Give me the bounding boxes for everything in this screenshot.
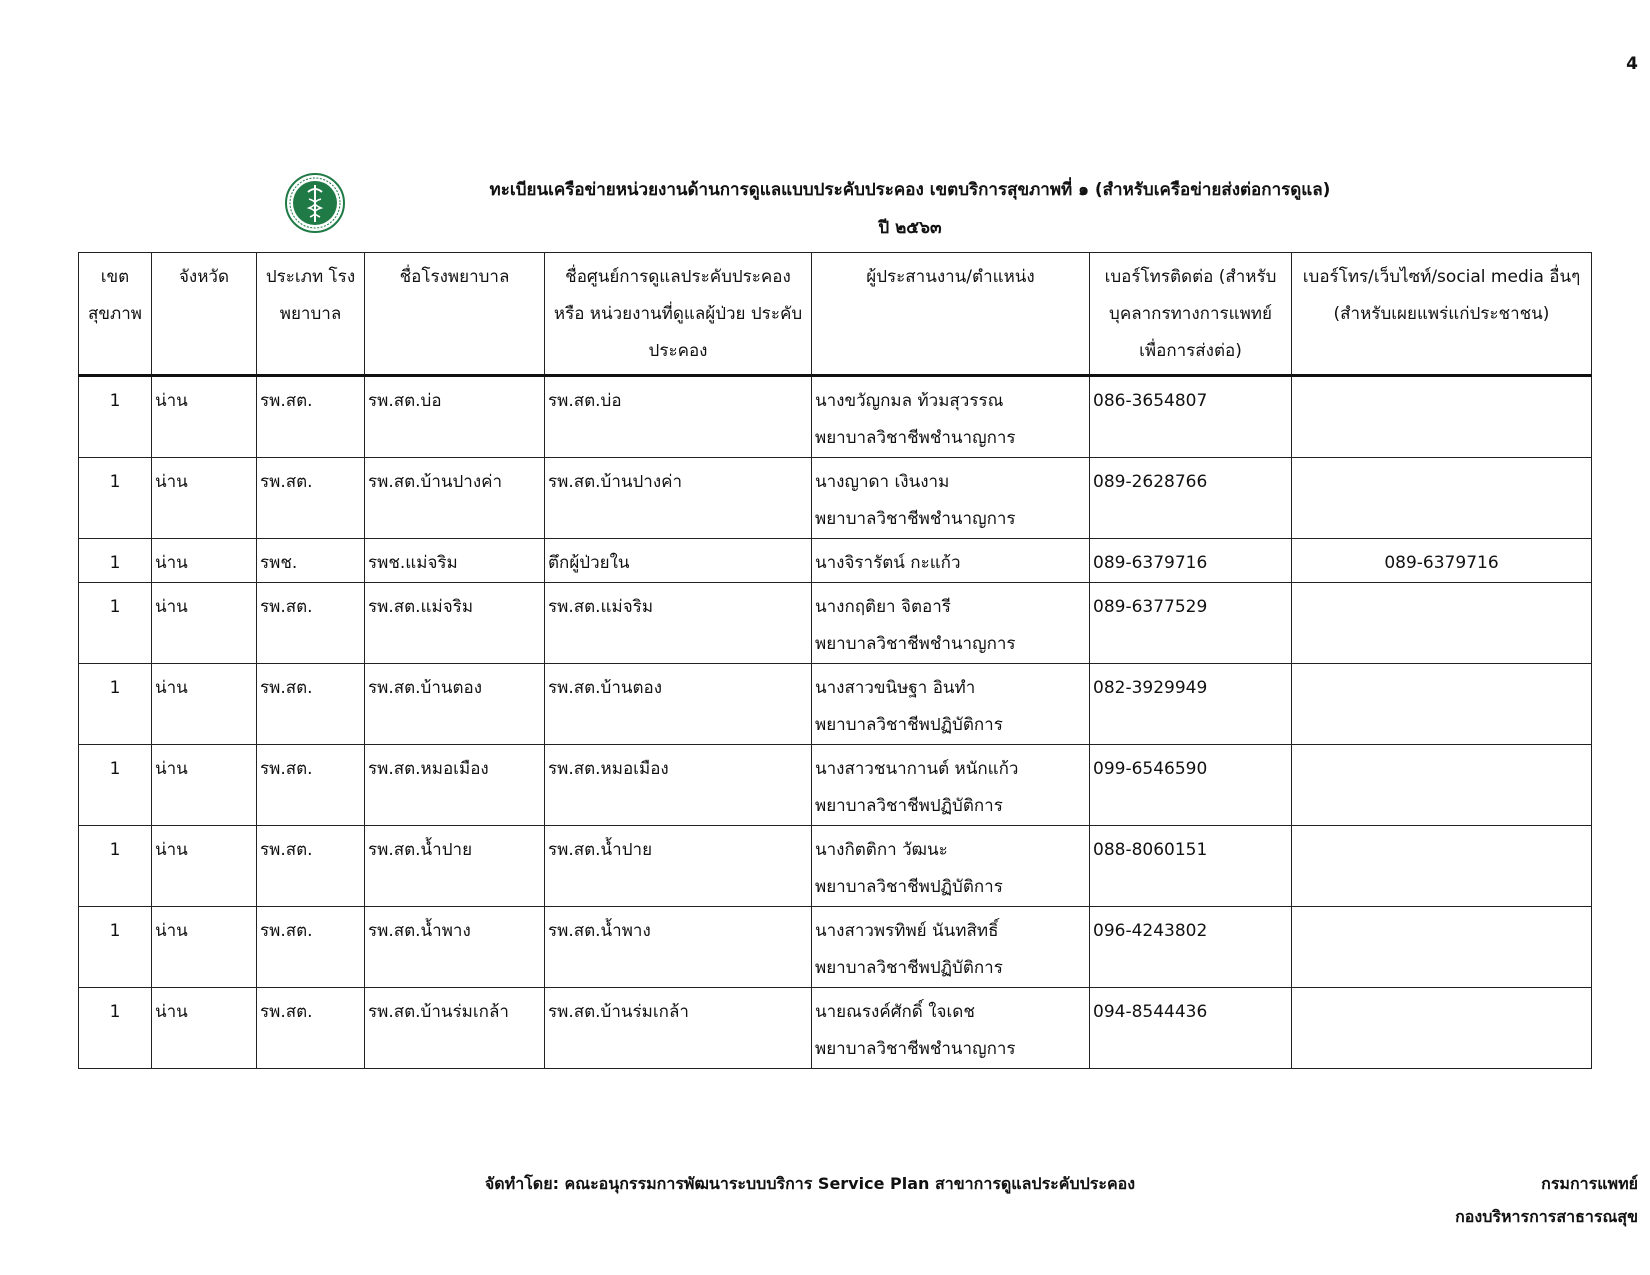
cell-coordinator <box>812 583 1090 664</box>
cell-hospital-type: รพ.สต. <box>257 583 365 664</box>
table-row <box>79 988 1592 1069</box>
cell-public-contact: 089-6379716 <box>1292 539 1592 583</box>
header-care-center: ชื่อศูนย์การดูแลประคับประคอง หรือ หน่วยงานที่ดูแลผู้ป่วย ประคับประคอง <box>545 253 812 376</box>
cell-province: น่าน <box>152 458 257 539</box>
cell-province: น่าน <box>152 376 257 458</box>
cell-coordinator <box>812 745 1090 826</box>
cell-hospital-type: รพ.สต. <box>257 376 365 458</box>
coordinator-position: พยาบาลวิชาชีพปฏิบัติการ <box>815 796 1003 816</box>
table-row <box>79 745 1592 826</box>
cell-public-contact <box>1292 988 1592 1069</box>
cell-coordinator <box>812 539 1090 583</box>
cell-referral-phone: 082-3929949 <box>1090 664 1292 745</box>
cell-public-contact <box>1292 826 1592 907</box>
cell-hospital-type: รพช. <box>257 539 365 583</box>
cell-hospital-name: รพ.สต.น้ำพาง <box>365 907 545 988</box>
page-number: 4 <box>1626 54 1638 74</box>
coordinator-name: นางสาวขนิษฐา อินทำ <box>815 678 976 698</box>
cell-hospital-name: รพ.สต.บ้านตอง <box>365 664 545 745</box>
coordinator-name: นางสาวพรทิพย์ นันทสิทธิ์ <box>815 921 999 941</box>
cell-province: น่าน <box>152 664 257 745</box>
cell-region: 1 <box>79 826 152 907</box>
coordinator-position: พยาบาลวิชาชีพปฏิบัติการ <box>815 958 1003 978</box>
cell-hospital-type: รพ.สต. <box>257 826 365 907</box>
document-year: ปี ๒๕๖๓ <box>878 218 942 238</box>
cell-hospital-name: รพ.สต.น้ำปาย <box>365 826 545 907</box>
cell-referral-phone: 088-8060151 <box>1090 826 1292 907</box>
cell-coordinator <box>812 988 1090 1069</box>
coordinator-name: นางญาดา เงินงาม <box>815 472 950 492</box>
cell-hospital-type: รพ.สต. <box>257 458 365 539</box>
cell-coordinator <box>812 826 1090 907</box>
table-row <box>79 907 1592 988</box>
coordinator-position: พยาบาลวิชาชีพชำนาญการ <box>815 509 1016 529</box>
cell-hospital-name: รพ.สต.แม่จริม <box>365 583 545 664</box>
cell-referral-phone: 094-8544436 <box>1090 988 1292 1069</box>
cell-coordinator <box>812 376 1090 458</box>
cell-coordinator <box>812 907 1090 988</box>
table-row <box>79 826 1592 907</box>
cell-region: 1 <box>79 458 152 539</box>
table-row <box>79 376 1592 458</box>
cell-coordinator <box>812 458 1090 539</box>
cell-region: 1 <box>79 907 152 988</box>
cell-public-contact <box>1292 376 1592 458</box>
cell-care-center: รพ.สต.บ้านตอง <box>545 664 812 745</box>
cell-care-center: รพ.สต.บ้านร่มเกล้า <box>545 988 812 1069</box>
cell-public-contact <box>1292 745 1592 826</box>
coordinator-name: นางกิตติกา วัฒนะ <box>815 840 948 860</box>
cell-hospital-type: รพ.สต. <box>257 988 365 1069</box>
cell-hospital-type: รพ.สต. <box>257 907 365 988</box>
cell-region: 1 <box>79 376 152 458</box>
cell-public-contact <box>1292 583 1592 664</box>
table-header-row <box>79 253 1592 376</box>
header-referral-phone: เบอร์โทรติดต่อ (สำหรับ บุคลากรทางการแพทย์ เพื่อการส่งต่อ) <box>1090 253 1292 376</box>
table-row <box>79 458 1592 539</box>
coordinator-position: พยาบาลวิชาชีพชำนาญการ <box>815 1039 1016 1059</box>
ministry-seal-icon <box>280 172 350 234</box>
cell-province: น่าน <box>152 583 257 664</box>
cell-public-contact <box>1292 664 1592 745</box>
cell-care-center: รพ.สต.น้ำพาง <box>545 907 812 988</box>
cell-province: น่าน <box>152 745 257 826</box>
coordinator-position: พยาบาลวิชาชีพชำนาญการ <box>815 634 1016 654</box>
cell-hospital-name: รพ.สต.บ้านปางค่า <box>365 458 545 539</box>
document-title: ทะเบียนเครือข่ายหน่วยงานด้านการดูแลแบบประคับประคอง เขตบริการสุขภาพที่ ๑ (สำหรับเครือข่ายส่งต่อการดูแล) <box>489 180 1331 200</box>
header-region: เขต สุขภาพ <box>79 253 152 376</box>
cell-hospital-name: รพช.แม่จริม <box>365 539 545 583</box>
cell-care-center: รพ.สต.น้ำปาย <box>545 826 812 907</box>
cell-province: น่าน <box>152 826 257 907</box>
cell-region: 1 <box>79 583 152 664</box>
cell-referral-phone: 089-2628766 <box>1090 458 1292 539</box>
cell-hospital-name: รพ.สต.บ้านร่มเกล้า <box>365 988 545 1069</box>
table-row <box>79 664 1592 745</box>
header-province: จังหวัด <box>152 253 257 376</box>
coordinator-name: นางจิรารัตน์ กะแก้ว <box>815 553 961 573</box>
cell-care-center: รพ.สต.บ่อ <box>545 376 812 458</box>
cell-care-center: รพ.สต.แม่จริม <box>545 583 812 664</box>
cell-province: น่าน <box>152 539 257 583</box>
cell-hospital-type: รพ.สต. <box>257 745 365 826</box>
cell-hospital-name: รพ.สต.หมอเมือง <box>365 745 545 826</box>
cell-care-center: ตึกผู้ป่วยใน <box>545 539 812 583</box>
registry-table-body <box>79 376 1592 1069</box>
footer-department: กรมการแพทย์ <box>1541 1174 1638 1193</box>
table-row <box>79 583 1592 664</box>
cell-public-contact <box>1292 458 1592 539</box>
header-coordinator: ผู้ประสานงาน/ตำแหน่ง <box>812 253 1090 376</box>
coordinator-name: นางกฤติยา จิตอารี <box>815 597 951 617</box>
cell-region: 1 <box>79 664 152 745</box>
cell-care-center: รพ.สต.บ้านปางค่า <box>545 458 812 539</box>
cell-region: 1 <box>79 745 152 826</box>
cell-referral-phone: 099-6546590 <box>1090 745 1292 826</box>
cell-hospital-name: รพ.สต.บ่อ <box>365 376 545 458</box>
cell-region: 1 <box>79 988 152 1069</box>
header-hospital-name: ชื่อโรงพยาบาล <box>365 253 545 376</box>
cell-province: น่าน <box>152 988 257 1069</box>
cell-referral-phone: 089-6377529 <box>1090 583 1292 664</box>
coordinator-position: พยาบาลวิชาชีพปฏิบัติการ <box>815 877 1003 897</box>
header-public-contact: เบอร์โทร/เว็บไซท์/social media อื่นๆ (สำหรับเผยแพร่แก่ประชาชน) <box>1292 253 1592 376</box>
cell-care-center: รพ.สต.หมอเมือง <box>545 745 812 826</box>
cell-region: 1 <box>79 539 152 583</box>
cell-province: น่าน <box>152 907 257 988</box>
ministry-seal-icon-graphic <box>280 172 350 234</box>
coordinator-position: พยาบาลวิชาชีพปฏิบัติการ <box>815 715 1003 735</box>
cell-referral-phone: 089-6379716 <box>1090 539 1292 583</box>
cell-referral-phone: 096-4243802 <box>1090 907 1292 988</box>
coordinator-name: นายณรงค์ศักดิ์ ใจเดช <box>815 1002 975 1022</box>
coordinator-name: นางขวัญกมล ท้วมสุวรรณ <box>815 391 1004 411</box>
table-row <box>79 539 1592 583</box>
cell-public-contact <box>1292 907 1592 988</box>
footer-division: กองบริหารการสาธารณสุข <box>1455 1207 1638 1226</box>
cell-coordinator <box>812 664 1090 745</box>
footer-prepared-by: จัดทำโดย: คณะอนุกรรมการพัฒนาระบบบริการ Service Plan สาขาการดูแลประคับประคอง <box>484 1174 1136 1193</box>
registry-table <box>78 252 1592 1069</box>
cell-hospital-type: รพ.สต. <box>257 664 365 745</box>
header-hospital-type: ประเภท โรงพยาบาล <box>257 253 365 376</box>
cell-referral-phone: 086-3654807 <box>1090 376 1292 458</box>
coordinator-name: นางสาวชนากานต์ หนักแก้ว <box>815 759 1019 779</box>
coordinator-position: พยาบาลวิชาชีพชำนาญการ <box>815 428 1016 448</box>
